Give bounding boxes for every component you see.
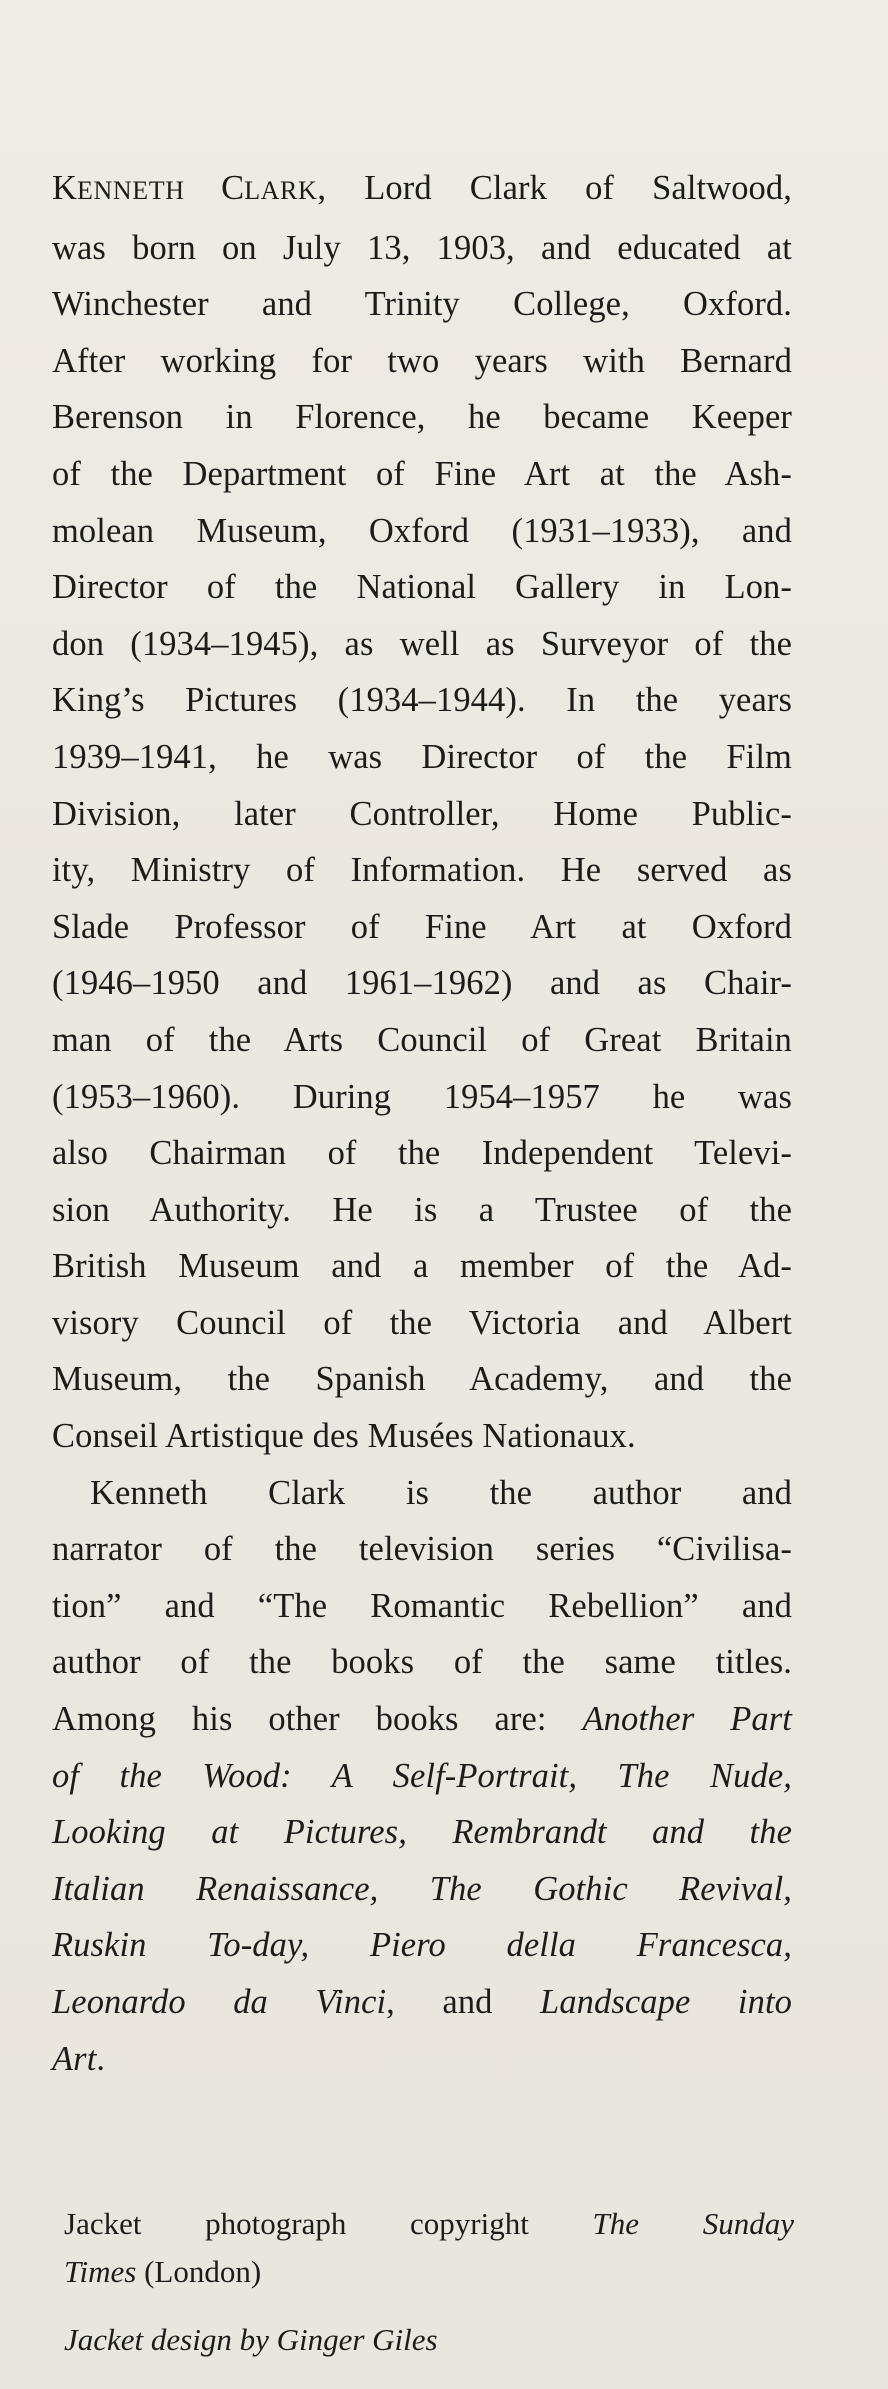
jacket-credits — [64, 2200, 794, 2384]
bio-line: narrator of the television series “Civilisa- — [52, 1530, 792, 1569]
author-name: KENNETH CLARK — [52, 169, 318, 207]
bio-line: of the Wood: A Self-Portrait, The Nude, — [52, 1756, 792, 1795]
bio-line: King’s Pictures (1934–1944). In the years — [52, 681, 792, 720]
book-title: Another Part — [582, 1700, 792, 1739]
bio-line: molean Museum, Oxford (1931–1933), and — [52, 511, 792, 550]
bio-line: (1953–1960). During 1954–1957 he was — [52, 1077, 792, 1116]
bio-line: British Museum and a member of the Ad- — [52, 1247, 792, 1286]
bio-line: ity, Ministry of Information. He served as — [52, 851, 792, 890]
bio-paragraph-1 — [52, 160, 792, 1465]
bio-line: Winchester and Trinity College, Oxford. — [52, 285, 792, 324]
bio-line: Leonardo da Vinci, and Landscape into — [52, 1983, 792, 2021]
design-credit: Jacket design by Ginger Giles — [64, 2322, 438, 2357]
bio-line: Looking at Pictures, Rembrandt and the — [52, 1813, 792, 1852]
bio-line: After working for two years with Bernard — [52, 341, 792, 380]
bio-line: man of the Arts Council of Great Britain — [52, 1020, 792, 1059]
bio-line: Director of the National Gallery in Lon- — [52, 568, 792, 607]
bio-line: KENNETH CLARK, Lord Clark of Saltwood, — [52, 169, 792, 207]
bio-line: Among his other books are: Another Part — [52, 1700, 792, 1739]
photo-credit: Jacket photograph copyright The Sunday Times (London) — [64, 2206, 794, 2289]
book-title: Art — [52, 2039, 97, 2078]
book-title: Landscape into — [540, 1983, 792, 2021]
bio-line: Division, later Controller, Home Public- — [52, 794, 792, 833]
bio-line: was born on July 13, 1903, and educated at — [52, 228, 792, 267]
book-title: Leonardo da Vinci — [52, 1983, 387, 2021]
bio-line: tion” and “The Romantic Rebellion” and — [52, 1586, 792, 1625]
bio-paragraph-2 — [52, 1465, 792, 2088]
bio-line: of the Department of Fine Art at the Ash- — [52, 454, 792, 493]
bio-line: Museum, the Spanish Academy, and the — [52, 1360, 792, 1399]
bio-line: also Chairman of the Independent Televi- — [52, 1134, 792, 1173]
bio-line: sion Authority. He is a Trustee of the — [52, 1190, 792, 1229]
bio-line: (1946–1950 and 1961–1962) and as Chair- — [52, 964, 792, 1003]
bio-line: don (1934–1945), as well as Surveyor of the — [52, 624, 792, 663]
author-biography — [52, 160, 792, 2087]
bio-line: Conseil Artistique des Musées Nationaux. — [52, 1417, 636, 1456]
bio-line: Slade Professor of Fine Art at Oxford — [52, 907, 792, 946]
bio-line: visory Council of the Victoria and Albert — [52, 1303, 792, 1342]
bio-line: Ruskin To-day, Piero della Francesca, — [52, 1926, 792, 1965]
bio-line: Berenson in Florence, he became Keeper — [52, 398, 792, 437]
bio-line: 1939–1941, he was Director of the Film — [52, 737, 792, 776]
bio-line: Italian Renaissance, The Gothic Revival, — [52, 1869, 792, 1908]
bio-line: Kenneth Clark is the author and — [90, 1473, 792, 1512]
bio-line: Art. — [52, 2039, 106, 2078]
bio-line: author of the books of the same titles. — [52, 1643, 792, 1682]
